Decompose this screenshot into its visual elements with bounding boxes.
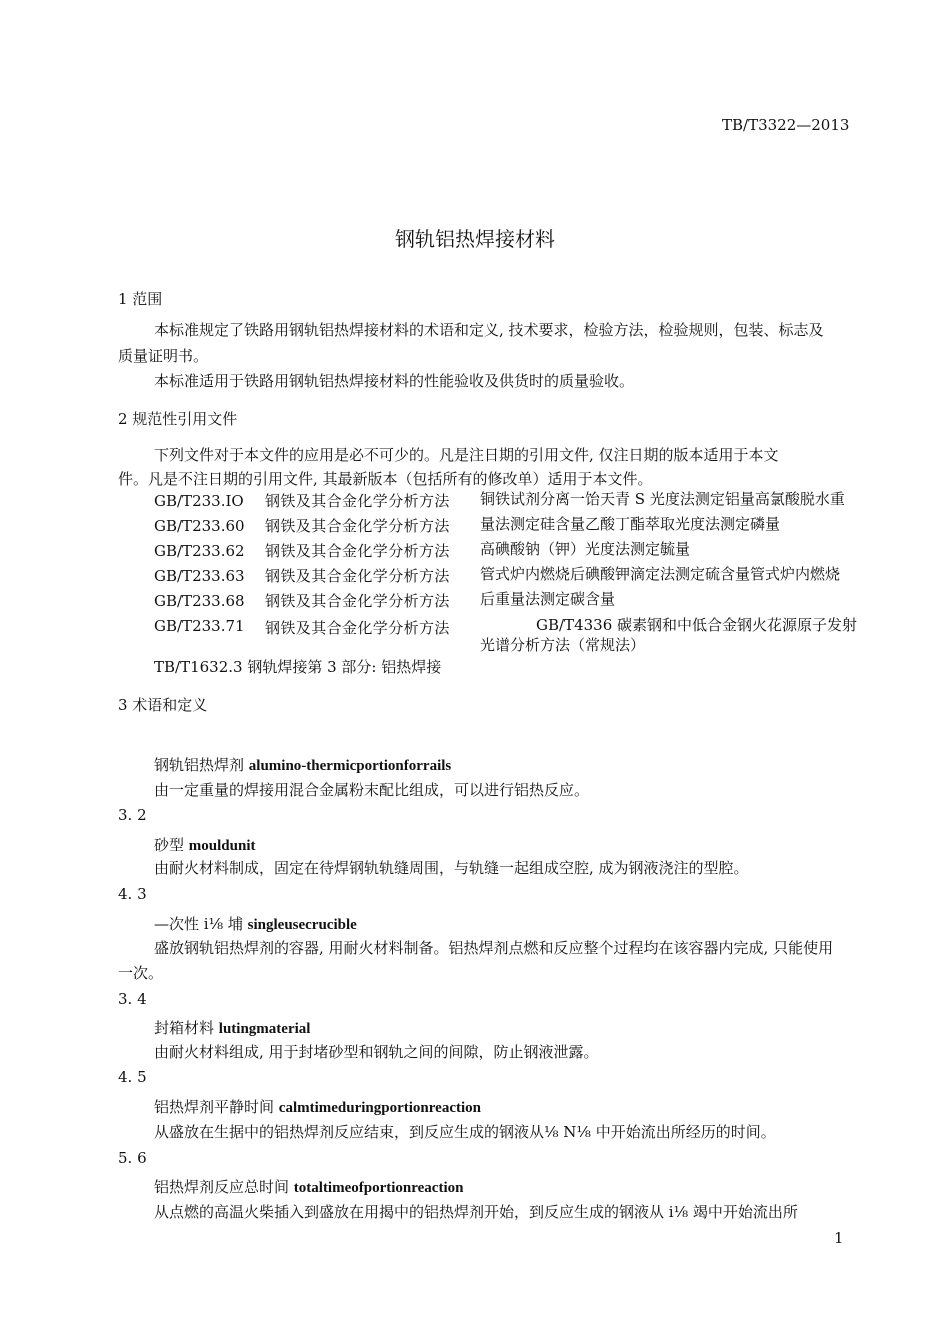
reference-description: 后重量法测定碳含量 xyxy=(480,590,616,608)
term-definition: 从盛放在生据中的铝热焊剂反应结束，到反应生成的钢液从⅛ N⅛ 中开始流出所经历的时间。 xyxy=(154,1123,776,1141)
term-definition-cont: 一次。 xyxy=(118,964,164,982)
term-heading xyxy=(154,835,255,856)
reference-code: GB/T233.IO xyxy=(154,492,244,510)
reference-code: GB/T233.63 xyxy=(154,567,245,585)
reference-name: 钢铁及其合金化学分析方法 xyxy=(265,492,450,510)
term-en: calmtimeduringportionreaction xyxy=(278,1100,481,1116)
reference-description: 管式炉内燃烧后碘酸钾滴定法测定硫含量管式炉内燃烧 xyxy=(480,565,841,583)
section-2-intro: 下列文件对于本文件的应用是必不可少的。凡是注日期的引用文件, 仅注日期的版本适用于本文 xyxy=(154,446,779,464)
term-number: 5. 6 xyxy=(118,1149,147,1167)
term-definition: 盛放钢轨铝热焊剂的容器, 用耐火材料制备。铝热焊剂点燃和反应整个过程均在该容器内完成, 只能使用 xyxy=(154,939,834,957)
term-en: lutingmaterial xyxy=(218,1021,311,1037)
term-definition: 由一定重量的焊接用混合金属粉末配比组成，可以进行铝热反应。 xyxy=(154,781,590,799)
term-cn: —次性 i⅛ 埔 xyxy=(154,915,248,933)
term-number: 4. 5 xyxy=(118,1068,147,1086)
section-1-paragraph-2: 本标准适用于铁路用钢轨铝热焊接材料的性能验收及供货时的质量验收。 xyxy=(154,372,635,390)
term-cn: 铝热焊剂反应总时间 xyxy=(154,1178,294,1196)
reference-name: 钢铁及其合金化学分析方法 xyxy=(265,567,450,585)
term-heading xyxy=(154,755,451,776)
term-en: singleusecrucible xyxy=(247,917,357,933)
term-cn: 砂型 xyxy=(154,836,189,854)
term-definition: 从点燃的高温火柴插入到盛放在用揭中的铝热焊剂开始，到反应生成的钢液从 i⅛ 竭中开始流出所 xyxy=(154,1203,798,1221)
term-cn: 钢轨铝热焊剂 xyxy=(154,756,249,774)
page-number: 1 xyxy=(834,1229,844,1247)
reference-last: TB/T1632.3 钢轨焊接第 3 部分: 铝热焊接 xyxy=(154,658,442,676)
reference-description: 高碘酸钠（钾）光度法测定毓量 xyxy=(480,540,691,558)
term-number: 3. 2 xyxy=(118,806,147,824)
reference-description: 量法测定硅含量乙酸丁酯萃取光度法测定磷量 xyxy=(480,515,781,533)
standard-code: TB/T3322—2013 xyxy=(722,116,850,134)
term-en: alumino-thermicportionforrails xyxy=(248,758,452,774)
reference-name: 钢铁及其合金化学分析方法 xyxy=(265,517,450,535)
term-heading xyxy=(154,1018,310,1039)
term-number: 3. 4 xyxy=(118,990,147,1008)
reference-description: 铜铁试剂分离一饴天青 S 光度法测定铝量高氯酸脱水重 xyxy=(480,490,845,508)
term-heading xyxy=(154,1177,463,1198)
reference-name: 钢铁及其合金化学分析方法 xyxy=(265,619,450,637)
term-cn: 铝热焊剂平静时间 xyxy=(154,1098,279,1116)
section-3-heading: 3 术语和定义 xyxy=(118,696,208,714)
reference-code: GB/T233.62 xyxy=(154,542,245,560)
document-title: 钢轨铝热焊接材料 xyxy=(395,227,555,251)
term-heading xyxy=(154,914,357,935)
section-1-paragraph-1-cont: 质量证明书。 xyxy=(118,347,209,365)
term-en: mouldunit xyxy=(188,838,256,854)
section-2-heading: 2 规范性引用文件 xyxy=(118,410,238,428)
term-cn: 封箱材料 xyxy=(154,1019,219,1037)
term-en: totaltimeofportionreaction xyxy=(293,1180,464,1196)
term-number: 4. 3 xyxy=(118,885,147,903)
reference-code: GB/T233.71 xyxy=(154,617,245,635)
section-1-heading: 1 范围 xyxy=(118,290,163,308)
reference-description-cont: 光谱分析方法（常规法） xyxy=(480,636,646,654)
section-2-intro-cont: 件。凡是不注日期的引用文件, 其最新版本（包括所有的修改单）适用于本文件。 xyxy=(118,470,653,488)
term-definition: 由耐火材料组成, 用于封堵砂型和钢轨之间的间隙，防止钢液泄露。 xyxy=(154,1043,599,1061)
reference-code: GB/T233.68 xyxy=(154,592,245,610)
term-definition: 由耐火材料制成，固定在待焊钢轨轨缝周围，与轨缝一起组成空腔, 成为钢液浇注的型腔。 xyxy=(154,859,749,877)
reference-description: GB/T4336 碳素钢和中低合金钢火花源原子发射 xyxy=(536,616,858,634)
reference-code: GB/T233.60 xyxy=(154,517,245,535)
reference-name: 钢铁及其合金化学分析方法 xyxy=(265,542,450,560)
term-heading xyxy=(154,1097,481,1118)
reference-name: 钢铁及其合金化学分析方法 xyxy=(265,592,450,610)
section-1-paragraph-1: 本标准规定了铁路用钢轨铝热焊接材料的术语和定义, 技术要求，检验方法，检验规则，包装、标志及 xyxy=(154,321,824,339)
